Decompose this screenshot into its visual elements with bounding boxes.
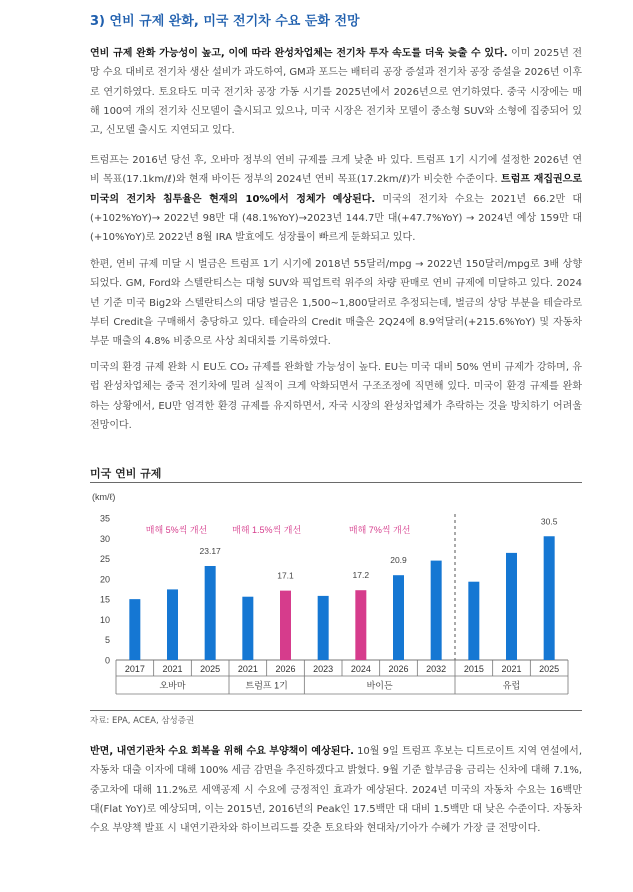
bar-value-label: 23.17 [199,545,221,556]
paragraph-2-text-2: 미국의 전기차 수요는 2021년 66.2만 대 (+102%YoY)→ 2022년 98만 대 (48.1%YoY)→2023년 144.7만 대(+47.7%YoY) → 2024년 예상 159만 대(+10%YoY)로 2022년 8월 IRA 발효에도 성장률이 빠르게 둔화되고 있다. [90,193,582,244]
chart-title: 미국 연비 규제 [90,467,162,480]
chart-title-rule [90,482,582,483]
y-tick-label: 0 [104,655,110,666]
improvement-annotation: 매해 7%씩 개선 [348,525,411,535]
bar [280,591,291,660]
paragraph-1 [90,44,582,140]
paragraph-1-text: 이미 2025년 전망 수요 대비로 전기차 생산 설비가 과도하여, GM과 포드는 배터리 공장 증설과 전기차 공장 증설을 2026년 이후로 연기하였다. 토요타도 미국 전기차 공장 가동 시기를 2025년에서 2026년으로 연기하였다. 중국 시장에는 매 해 100여 개의 전기차 신모델이 출시되고 있으나, 미국 시장은 전기차 모델이 중소형 SUV와 소형에 집중되어 있고, 신모델 출시도 지연되고 있다. [90,48,582,137]
x-category-label: 2021 [162,664,183,674]
x-category-label: 2024 [350,664,371,674]
paragraph-2-bold: 트럼프 재집권으로 미국의 전기차 침투율은 현재의 10%에서 정체가 예상된다. [90,174,582,205]
section-title: 3) 연비 규제 완화, 미국 전기차 수요 둔화 전망 [90,14,360,29]
x-category-label: 2026 [388,664,409,674]
fuel-economy-chart [90,488,582,708]
x-group-label: 유럽 [502,680,521,691]
y-tick-label: 10 [99,614,110,625]
bar [506,553,517,660]
x-category-label: 2021 [237,664,258,674]
bar-value-label: 17.1 [277,570,294,581]
y-tick-label: 25 [99,554,110,565]
y-tick-label: 5 [104,635,110,646]
bar [431,561,442,660]
x-category-label: 2025 [539,664,560,674]
bar-value-label: 17.2 [352,570,370,581]
bar [355,590,366,660]
x-group-label: 바이든 [366,680,393,691]
paragraph-3-text: 한편, 연비 규제 미달 시 벌금은 트럼프 1기 시기에 2018년 55달러/mpg → 2022년 150달러/mpg로 3배 상향되었다. GM, Ford와 스텔란티스는 대형 SUV와 픽업트럭 위주의 차량 판매로 연비 규제에 미달하고 있다. 2024년 기준 미국 Big2와 스텔란티스의 대당 벌금은 1,500~1,800달러로 추정되는데, 벌금의 상당 부분을 테슬라로부터 Credit을 구매해서 충당하고 있다. 테슬라의 Credit 매출은 2Q24에 8.9억달러(+215.6%YoY) 및 자동차 부문 매출의 4.8% 비중으로 사상 최대치를 기록하였다. [90,259,582,348]
bar [205,566,216,660]
improvement-annotation: 매해 1.5%씩 개선 [232,525,302,535]
bar [544,536,555,660]
bar [242,597,253,660]
bar [318,596,329,660]
chart-bottom-rule [90,710,582,711]
paragraph-5-text: 10월 9일 트럼프 후보는 디트로이트 지역 연설에서, 자동차 대출 이자에 대해 100% 세금 감면을 추진하겠다고 밝혔다. 9월 기준 할부금융 금리는 신차에 대해 7.1%, 중고차에 대해 11.2%로 세액공제 시 수요에 긍정적인 효과가 예상된다. 2024년 미국의 자동차 수요는 16백만 대(Flat YoY)로 예상되며, 이는 2015년, 2016년의 Peak인 17.5백만 대 대비 1.5백만 대 낮은 수준이다. 자동차 수요 부양책 발표 시 내연기관차와 하이브리드를 갖춘 토요타와 현대차/기아가 수혜가 가장 클 전망이다. [90,746,582,835]
x-category-label: 2026 [275,664,296,674]
y-tick-label: 20 [99,574,110,585]
improvement-annotation: 매해 5%씩 개선 [145,525,208,535]
paragraph-5-bold: 반면, 내연기관차 수요 회복을 위해 수요 부양책이 예상된다. [90,746,354,757]
x-category-label: 2015 [463,664,484,674]
chart-source: 자료: EPA, ACEA, 삼성증권 [90,716,195,726]
y-tick-label: 30 [99,533,110,544]
bar [468,582,479,660]
bar-value-label: 20.9 [390,555,407,566]
y-tick-label: 15 [99,594,110,605]
x-category-label: 2025 [200,664,221,674]
y-axis-unit-label: (km/ℓ) [92,492,116,502]
bar-value-label: 30.5 [540,516,558,527]
y-tick-label: 35 [99,513,110,524]
x-group-label: 오바마 [159,680,186,691]
x-category-label: 2032 [426,664,447,674]
paragraph-4-text: 미국의 환경 규제 완화 시 EU도 CO₂ 규제를 완화할 가능성이 높다. EU는 미국 대비 50% 연비 규제가 강하며, 유럽 완성차업체는 중국 전기차에 밀려 실적이 크게 악화되면서 구조조정에 직면해 있다. 미국이 환경 규제를 완화하는 상황에서, EU만 엄격한 환경 규제를 유지하면서, 자국 시장의 완성차업체가 추락하는 것을 방치하기 어려울 전망이다. [90,362,582,431]
paragraph-1-bold: 연비 규제 완화 가능성이 높고, 이에 따라 완성차업체는 전기차 투자 속도를 더욱 늦출 수 있다. [90,48,508,59]
bar [393,575,404,660]
paragraph-2 [90,151,582,247]
x-group-label: 트럼프 1기 [245,680,288,691]
paragraph-3 [90,255,582,351]
paragraph-4 [90,358,582,435]
paragraph-5 [90,742,582,838]
bar [129,599,140,660]
paragraph-2-text-1: 트럼프는 2016년 당선 후, 오바마 정부의 연비 규제를 크게 낮춘 바 있다. 트럼프 1기 시기에 설정한 2026년 연비 목표(17.1km/ℓ)와 현재 바이든 정부의 2024년 연비 목표(17.2km/ℓ)가 비슷한 수준이다. [90,155,582,186]
x-category-label: 2017 [124,664,145,674]
x-category-label: 2021 [501,664,522,674]
x-category-label: 2023 [313,664,334,674]
bar [167,589,178,660]
